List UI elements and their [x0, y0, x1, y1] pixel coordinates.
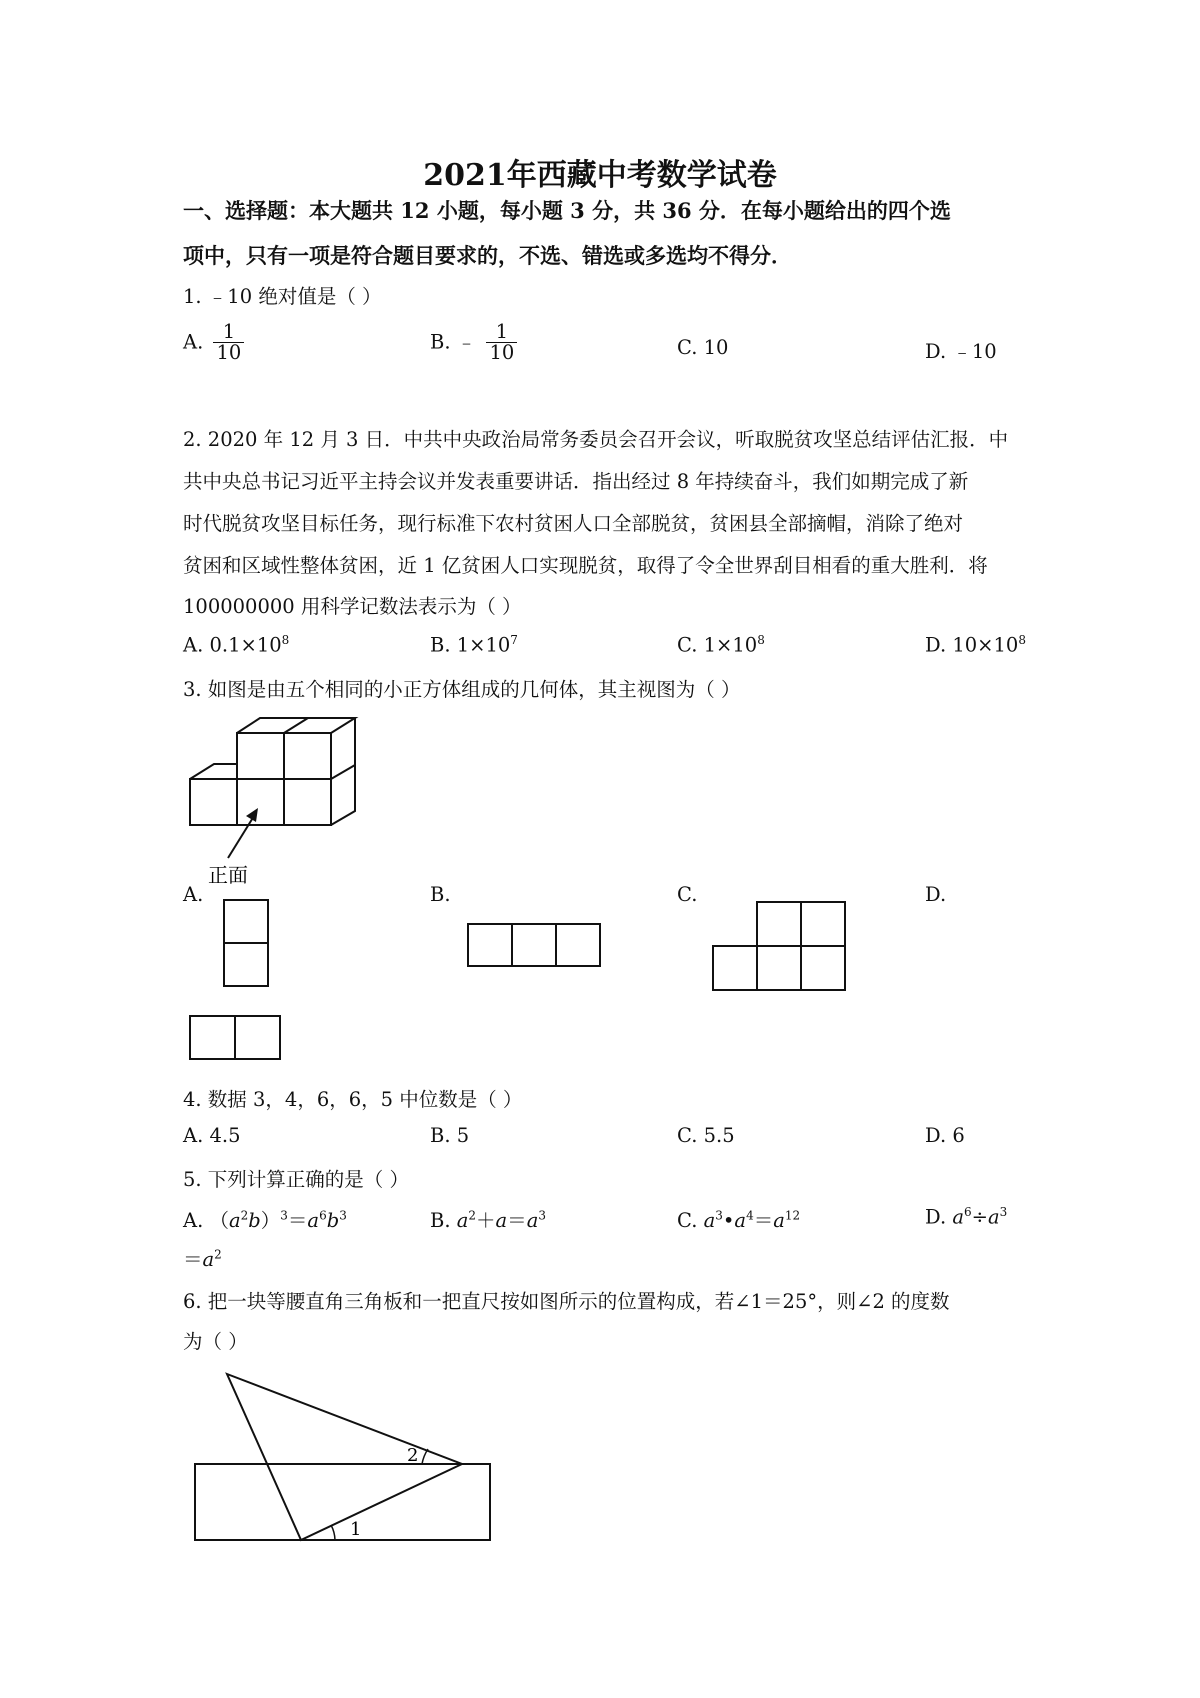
- q5-option-d-equals: ＝: [183, 1248, 203, 1271]
- q1-option-d: D. ﹣10: [925, 340, 997, 363]
- q1-option-b-fraction: [486, 322, 517, 364]
- q2-option-b: [430, 633, 518, 657]
- q1-option-a: [183, 322, 248, 364]
- q2-option-d-exponent: 8: [1018, 633, 1026, 647]
- q3-option-d-label: D.: [925, 883, 947, 906]
- ruler: [195, 1464, 490, 1540]
- q1-option-a-label: A.: [183, 330, 204, 354]
- q1-option-c: C. 10: [677, 336, 729, 359]
- question-3-stem: 3. 如图是由五个相同的小正方体组成的几何体，其主视图为（ ）: [183, 678, 741, 701]
- q5-option-b: B. $a^2+a=a^3$: [430, 1208, 546, 1232]
- front-label: 正面: [208, 863, 248, 887]
- question-2-line4: 贫困和区域性整体贫困，近 1 亿贫困人口实现脱贫，取得了令全世界刮目相看的重大胜利．将: [183, 554, 988, 577]
- q1-b-denominator: 10: [489, 341, 515, 365]
- q1-option-b: [430, 322, 521, 364]
- q2-option-a: [183, 633, 289, 657]
- front-arrow: [228, 816, 254, 858]
- question-5-stem: 5. 下列计算正确的是（ ）: [183, 1168, 410, 1191]
- q3-option-a-figure: [222, 898, 272, 990]
- q5-option-d: D. $a^6\div a^3$: [925, 1205, 1008, 1229]
- q1-b-numerator: 1: [486, 322, 517, 343]
- question-2-line5: 100000000 用科学记数法表示为（ ）: [183, 595, 522, 618]
- q4-option-c: C. 5.5: [677, 1124, 735, 1147]
- q1-a-denominator: 10: [216, 341, 242, 365]
- q5-option-a: A. $(a^2b)^3=a^6b^3$: [183, 1208, 347, 1232]
- question-6-line1: 6. 把一块等腰直角三角板和一把直尺按如图所示的位置构成，若∠1＝25°，则∠2 的度数: [183, 1290, 950, 1313]
- q3-option-d-figure: [188, 1014, 284, 1062]
- section-heading-line2: 项中，只有一项是符合题目要求的，不选、错选或多选均不得分．: [183, 243, 792, 268]
- question-1-stem: 1. ﹣10 绝对值是（ ）: [183, 285, 382, 308]
- angle-2-label: 2: [407, 1445, 419, 1466]
- q5-option-c-label: C.: [677, 1209, 704, 1232]
- question-2-line1: 2. 2020 年 12 月 3 日．中共中央政治局常务委员会召开会议，听取脱贫攻坚总结评估汇报．中: [183, 428, 1009, 451]
- q1-option-a-fraction: [213, 322, 244, 364]
- q2-option-b-base: B. 1×10: [430, 633, 511, 657]
- q3-option-c-figure: [710, 900, 850, 994]
- question-2-line2: 共中央总书记习近平主持会议并发表重要讲话．指出经过 8 年持续奋斗，我们如期完成了新: [183, 470, 969, 493]
- triangle-set-square: [227, 1374, 462, 1540]
- angle-2-arc: [422, 1449, 428, 1464]
- q2-option-a-exponent: 8: [281, 633, 290, 647]
- angle-1-arc: [331, 1525, 335, 1540]
- bottom-cube-3: [284, 779, 331, 825]
- top-cube-left: [237, 733, 284, 779]
- page-title: 2021年西藏中考数学试卷: [423, 158, 777, 193]
- q2-option-c: [677, 633, 765, 657]
- q4-option-a: A. 4.5: [183, 1124, 241, 1147]
- q3-option-a-label: A.: [183, 883, 204, 906]
- q2-option-b-exponent: 7: [510, 633, 518, 647]
- q2-option-d-base: D. 10×10: [925, 633, 1019, 657]
- q3-option-b-figure: [466, 922, 606, 970]
- angle-1-label: 1: [350, 1519, 362, 1540]
- q1-a-numerator: 1: [213, 322, 244, 343]
- q4-option-d: D. 6: [925, 1124, 965, 1147]
- q3-option-c-label: C.: [677, 883, 698, 906]
- bottom-cube-2: [237, 779, 284, 825]
- bottom-cube-1: [190, 779, 237, 825]
- q2-option-c-base: C. 1×10: [677, 633, 758, 657]
- q2-option-c-exponent: 8: [757, 633, 765, 647]
- top-cube-right: [284, 733, 331, 779]
- question-2-line3: 时代脱贫攻坚目标任务，现行标准下农村贫困人口全部脱贫，贫困县全部摘帽，消除了绝对: [183, 512, 964, 535]
- q2-option-a-base: A. 0.1×10: [183, 633, 282, 657]
- q6-figure: [190, 1368, 510, 1548]
- section-heading-line1: 一、选择题：本大题共 12 小题，每小题 3 分，共 36 分．在每小题给出的四个选: [183, 198, 951, 223]
- question-4-stem: 4. 数据 3，4，6，6，5 中位数是（ ）: [183, 1088, 523, 1111]
- q5-option-a-label: A. （: [183, 1209, 229, 1232]
- q5-option-c: C. $a^3•a^4=a^{12}$: [677, 1208, 801, 1232]
- question-6-line2: 为（ ）: [183, 1330, 248, 1353]
- q5-option-d-label: D.: [925, 1205, 953, 1229]
- q3-solid-figure: [180, 710, 370, 890]
- q2-option-d: [925, 633, 1026, 657]
- q5-option-b-label: B.: [430, 1209, 457, 1232]
- q3-option-b-label: B.: [430, 883, 451, 906]
- q4-option-b: B. 5: [430, 1124, 470, 1147]
- q5-option-d-continuation: $=a^2$: [183, 1247, 222, 1271]
- q1-option-b-label: B. ﹣: [430, 330, 477, 354]
